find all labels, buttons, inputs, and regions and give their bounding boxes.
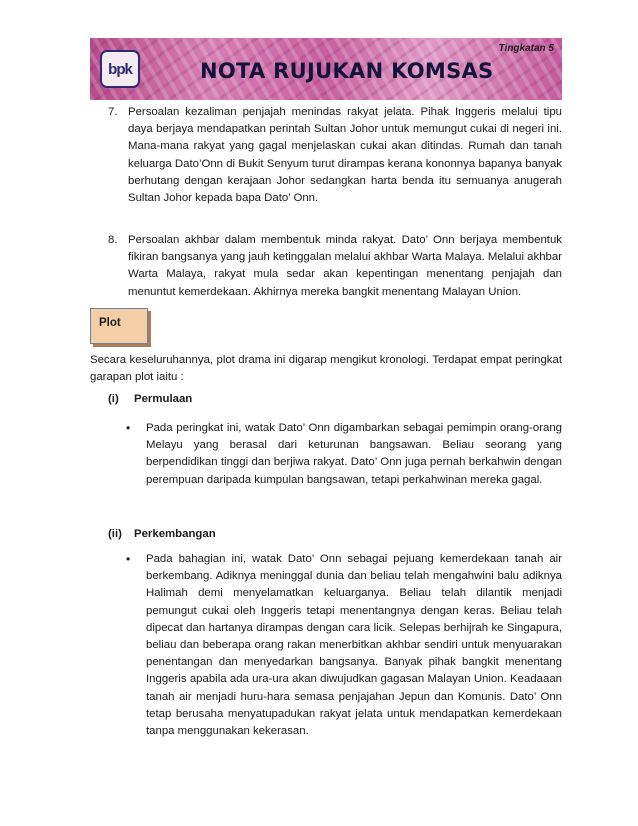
- stage-title: Perkembangan: [134, 528, 216, 540]
- item-number: 7.: [108, 106, 118, 118]
- section-label: Plot: [99, 317, 121, 329]
- bullet-icon: •: [126, 421, 131, 435]
- stage-title: Permulaan: [134, 393, 193, 405]
- item-number: 8.: [108, 234, 118, 246]
- stage-number: (i): [108, 393, 119, 405]
- item-text: Persoalan kezaliman penjajah menindas rakyat jelata. Pihak Inggeris melalui tipu daya berjaya mendapatkan perintah Sultan Johor untuk memungut cukai di negeri ini. Mana-mana rakyat yang gagal menjelaskan cukai akan ditindas. Rumah dan tanah keluarga Dato’Onn di Bukit Senyum turut dirampas kerana kononnya bapanya banyak berhutang dengan kerajaan Johor sedangkan harta benda itu semuanya anugerah Sultan Johor kepada bapa Dato’ Onn.: [128, 106, 562, 205]
- section-label-box: [90, 308, 148, 344]
- numbered-item-8: [108, 232, 562, 301]
- stage-number: (ii): [108, 528, 122, 540]
- bpk-logo: bpk: [100, 50, 140, 88]
- stage-heading-perkembangan: [108, 528, 216, 540]
- bullet-perkembangan: [126, 551, 562, 740]
- header-banner: [90, 38, 562, 100]
- item-text: Persoalan akhbar dalam membentuk minda rakyat. Dato’ Onn berjaya membentuk fikiran bangsanya yang jauh ketinggalan melalui akhbar Warta Malaya. Melalui akhbar Warta Malaya, rakyat mula sedar akan kepentingan menentang penjajah dan menuntut kemerdekaan. Akhirnya mereka bangkit menentang Malayan Union.: [128, 234, 562, 298]
- stage-heading-permulaan: [108, 393, 192, 405]
- bullet-text: Pada bahagian ini, watak Dato’ Onn sebagai pejuang kemerdekaan tanah air berkembang. Adiknya meninggal dunia dan beliau telah mengahwini balu adiknya Halimah demi menyelamatkan keluarganya. Beliau telah dilantik menjadi pemungut cukai oleh Inggeris tetapi menentangnya dengan keras. Beliau telah dipecat dan hartanya dirampas dengan cara licik. Selepas berhijrah ke Singapura, beliau dan beberapa orang rakan menerbitkan akhbar sendiri untuk menyuarakan penentangan dan menyedarkan bangsanya. Banyak pihak bangkit menentang Inggeris apabila ada ura-ura akan diwujudkan gagasan Malayan Union. Keadaaan tanah air menjadi huru-hara semasa penjajahan Jepun dan Komunis. Dato’ Onn tetap berusaha menyatupadukan rakyat jelata untuk mendapatkan kemerdekaan tanpa menggunakan kekerasan.: [146, 553, 562, 738]
- bullet-permulaan: [126, 420, 562, 489]
- level-label: Tingkatan 5: [498, 43, 554, 54]
- numbered-item-7: [108, 104, 562, 207]
- section-intro: Secara keseluruhannya, plot drama ini digarap mengikut kronologi. Terdapat empat peringkat garapan plot iaitu :: [90, 354, 562, 384]
- banner-title: NOTA RUJUKAN KOMSAS: [200, 59, 494, 83]
- bullet-icon: •: [126, 552, 131, 566]
- bullet-text: Pada peringkat ini, watak Dato’ Onn digambarkan sebagai pemimpin orang-orang Melayu yang berasal dari keturunan bangsawan. Beliau seorang yang berpendidikan tinggi dan berjiwa rakyat. Dato’ Onn juga pernah berkahwin dengan perempuan daripada kumpulan bangsawan, tetapi perkahwinan mereka gagal.: [146, 422, 562, 486]
